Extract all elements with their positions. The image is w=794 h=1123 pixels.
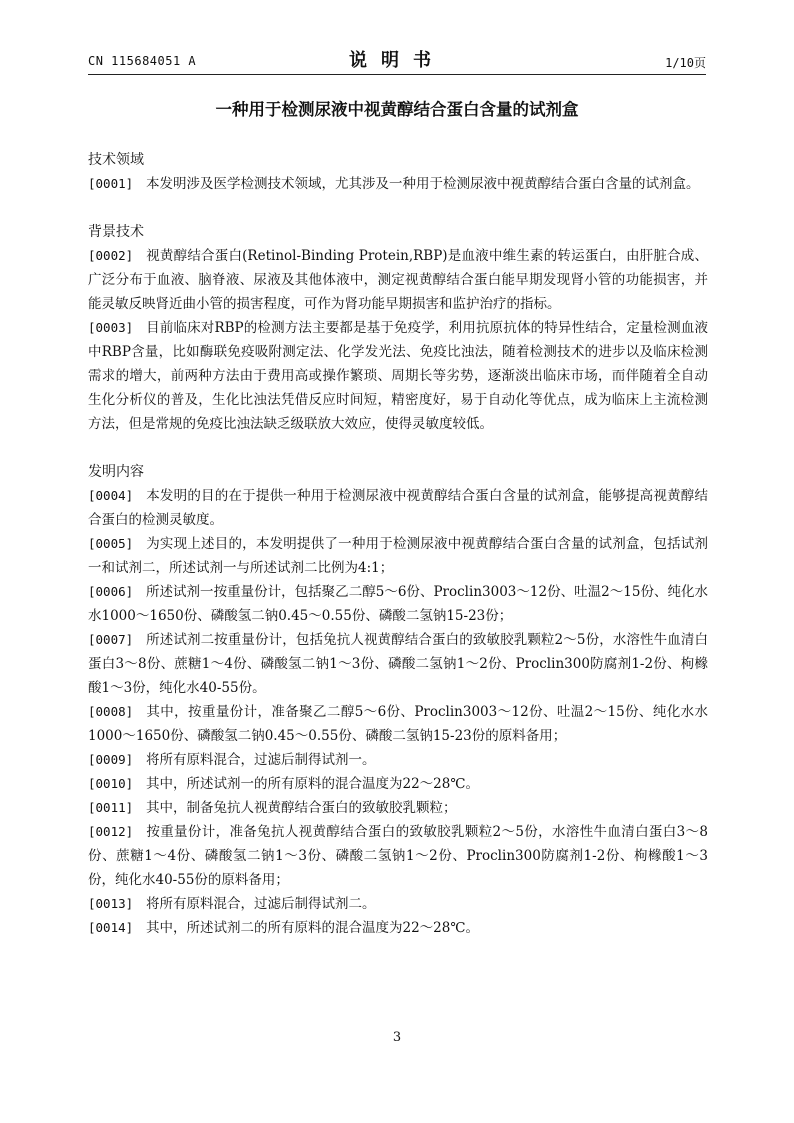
paragraph-text: 其中，按重量份计，准备聚乙二醇5～6份、Proclin3003～12份、吐温2～15份、纯化水水1000～1650份、磷酸氢二钠0.45～0.55份、磷酸二氢钠15-23份的原料备用； [88,704,708,744]
paragraph-number: [0004] [88,488,134,503]
page-number: 3 [392,1030,402,1045]
paragraph-text: 按重量份计，准备兔抗人视黄醇结合蛋白的致敏胶乳颗粒2～5份，水溶性牛血清白蛋白3～8份、蔗糖1～4份、磷酸氢二钠1～3份、磷酸二氢钠1～2份、Proclin300防腐剂1-2份、枸橼酸1～3份，纯化水40-55份的原料备用； [88,824,708,888]
section-heading-background: 背景技术 [88,224,144,240]
section-heading-technical-field: 技术领域 [88,152,144,168]
paragraph-text: 目前临床对RBP的检测方法主要都是基于免疫学，利用抗原抗体的特异性结合，定量检测血液中RBP含量，比如酶联免疫吸附测定法、化学发光法、免疫比浊法，随着检测技术的进步以及临床检测需求的增大，前两种方法由于费用高或操作繁琐、周期长等劣势，逐渐淡出临床市场，而伴随着全自动生化分析仪的普及，生化比浊法凭借反应时间短，精密度好，易于自动化等优点，成为临床上主流检测方法，但是常规的免疫比浊法缺乏级联放大效应，使得灵敏度较低。 [88,320,708,432]
paragraph-number: [0009] [88,752,134,767]
paragraph-number: [0012] [88,824,134,839]
paragraph-0005 [88,532,708,580]
page-header [88,46,706,74]
paragraph-number: [0005] [88,536,134,551]
paragraph-text: 所述试剂一按重量份计，包括聚乙二醇5～6份、Proclin3003～12份、吐温2～15份、纯化水水1000～1650份、磷酸氢二钠0.45～0.55份、磷酸二氢钠15-23份； [88,584,708,624]
paragraph-number: [0003] [88,320,134,335]
paragraph-text: 其中，所述试剂二的所有原料的混合温度为22～28℃。 [146,920,479,936]
paragraph-0010 [88,772,708,796]
paragraph-0013 [88,892,708,916]
paragraph-0011 [88,796,708,820]
paragraph-0009 [88,748,708,772]
paragraph-text: 其中，所述试剂一的所有原料的混合温度为22～28℃。 [146,776,479,792]
paragraph-0003 [88,316,708,436]
paragraph-text: 本发明的目的在于提供一种用于检测尿液中视黄醇结合蛋白含量的试剂盒，能够提高视黄醇结合蛋白的检测灵敏度。 [88,488,708,528]
paragraph-0007 [88,628,708,700]
paragraph-number: [0011] [88,800,134,815]
paragraph-text: 所述试剂二按重量份计，包括兔抗人视黄醇结合蛋白的致敏胶乳颗粒2～5份，水溶性牛血清白蛋白3～8份、蔗糖1～4份、磷酸氢二钠1～3份、磷酸二氢钠1～2份、Proclin300防腐剂1-2份、枸橼酸1～3份，纯化水40-55份。 [88,632,708,696]
paragraph-number: [0007] [88,632,134,647]
paragraph-text: 为实现上述目的，本发明提供了一种用于检测尿液中视黄醇结合蛋白含量的试剂盒，包括试剂一和试剂二，所述试剂一与所述试剂二比例为4:1； [88,536,708,576]
document-title: 一种用于检测尿液中视黄醇结合蛋白含量的试剂盒 [215,100,579,119]
paragraph-0001 [88,172,708,196]
header-divider [88,74,706,75]
paragraph-number: [0008] [88,704,134,719]
page-indicator: 1/10页 [665,56,706,70]
paragraph-text: 将所有原料混合，过滤后制得试剂一。 [146,752,376,768]
paragraph-0008 [88,700,708,748]
paragraph-0004 [88,484,708,532]
document-type: 说明书 [349,50,445,71]
document-body [88,148,708,940]
paragraph-number: [0006] [88,584,134,599]
paragraph-text: 其中，制备兔抗人视黄醇结合蛋白的致敏胶乳颗粒； [146,800,457,816]
publication-number: CN 115684051 A [88,54,197,68]
section-heading-invention-content: 发明内容 [88,464,144,480]
paragraph-number: [0013] [88,896,134,911]
paragraph-number: [0002] [88,248,134,263]
paragraph-text: 视黄醇结合蛋白(Retinol-Binding Protein,RBP)是血液中维生素的转运蛋白，由肝脏合成、广泛分布于血液、脑脊液、尿液及其他体液中，测定视黄醇结合蛋白能早期发现肾小管的功能损害，并能灵敏反映肾近曲小管的损害程度，可作为肾功能早期损害和监护治疗的指标。 [88,248,708,312]
paragraph-0012 [88,820,708,892]
paragraph-text: 将所有原料混合，过滤后制得试剂二。 [146,896,376,912]
paragraph-number: [0001] [88,176,134,191]
paragraph-number: [0010] [88,776,134,791]
paragraph-0014 [88,916,708,940]
paragraph-0006 [88,580,708,628]
paragraph-number: [0014] [88,920,134,935]
paragraph-text: 本发明涉及医学检测技术领域，尤其涉及一种用于检测尿液中视黄醇结合蛋白含量的试剂盒。 [146,176,700,192]
paragraph-0002 [88,244,708,316]
